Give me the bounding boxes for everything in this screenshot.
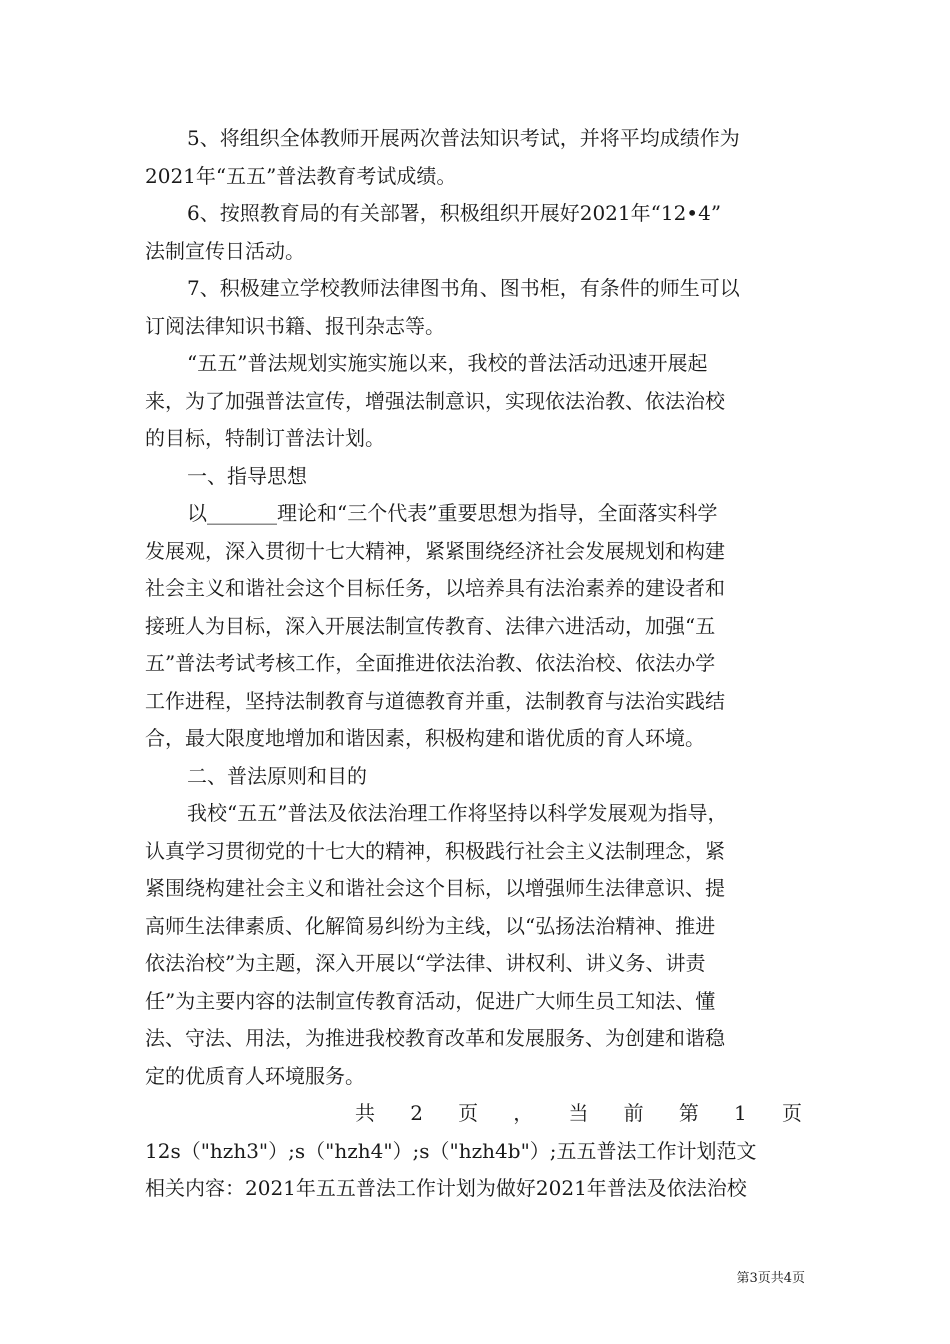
paragraph-line: 来，为了加强普法宣传，增强法制意识，实现依法治教、依法治校: [145, 388, 725, 413]
paragraph-line: 定的优质育人环境服务。: [145, 1063, 365, 1088]
page-indicator-token: 页: [781, 1101, 802, 1125]
paragraph-line: 2021年“五五”普法教育考试成绩。: [145, 163, 457, 188]
paragraph-line: 五”普法考试考核工作，全面推进依法治教、依法治校、依法办学: [145, 651, 716, 675]
page-indicator-token: 共: [355, 1101, 375, 1125]
paragraph-line: 依法治校”为主题，深入开展以“学法律、讲权利、讲义务、讲责: [145, 951, 706, 975]
document-body: [145, 120, 810, 1208]
paragraph-line: 6、按照教育局的有关部署，积极组织开展好2021年“12•4”: [187, 201, 722, 225]
paragraph-line: 工作进程，坚持法制教育与道德教育并重，法制教育与法治实践结: [145, 688, 725, 713]
page-indicator-token: ，: [513, 1101, 534, 1125]
paragraph-line: 认真学习贯彻党的十七大的精神，积极践行社会主义法制理念，紧: [145, 838, 725, 863]
paragraph-line: 我校“五五”普法及依法治理工作将坚持以科学发展观为指导，: [187, 801, 728, 825]
page-footer: 第3页共4页: [736, 1271, 805, 1286]
paragraph-line: 7、积极建立学校教师法律图书角、图书柜，有条件的师生可以: [187, 276, 740, 300]
page-indicator-token: 2: [410, 1101, 423, 1125]
paragraph-line: 合，最大限度地增加和谐因素，积极构建和谐优质的育人环境。: [145, 726, 705, 750]
page-indicator-line: [145, 1095, 810, 1133]
tail-line: 相关内容：2021年五五普法工作计划为做好2021年普法及依法治校: [145, 1176, 747, 1200]
page-indicator-token: 第: [678, 1101, 699, 1125]
page-indicator-token: 页: [458, 1101, 479, 1125]
paragraph-line: 法、守法、用法，为推进我校教育改革和发展服务、为创建和谐稳: [145, 1026, 725, 1050]
page-indicator-token: 前: [623, 1101, 644, 1125]
paragraph-line: 以_______理论和“三个代表”重要思想为指导，全面落实科学: [187, 501, 718, 525]
paragraph-line: 发展观，深入贯彻十七大精神，紧紧围绕经济社会发展规划和构建: [145, 538, 725, 563]
section-heading: 二、普法原则和目的: [187, 763, 367, 788]
paragraph-line: 接班人为目标，深入开展法制宣传教育、法律六进活动，加强“五: [145, 613, 716, 638]
tail-line: 12s（"hzh3"）;s（"hzh4"）;s（"hzh4b"）;五五普法工作计划范文: [145, 1138, 757, 1163]
paragraph-line: 紧围绕构建社会主义和谐社会这个目标，以增强师生法律意识、提: [145, 876, 725, 900]
paragraph-line: 任”为主要内容的法制宣传教育活动，促进广大师生员工知法、懂: [145, 988, 716, 1013]
paragraph-line: 5、将组织全体教师开展两次普法知识考试，并将平均成绩作为: [187, 126, 740, 150]
paragraph-line: 社会主义和谐社会这个目标任务，以培养具有法治素养的建设者和: [145, 576, 725, 600]
paragraph-line: 订阅法律知识书籍、报刊杂志等。: [145, 313, 445, 338]
paragraph-line: 高师生法律素质、化解简易纠纷为主线，以“弘扬法治精神、推进: [145, 913, 716, 938]
page-indicator-token: 当: [568, 1101, 589, 1125]
section-heading: 一、指导思想: [187, 463, 307, 488]
paragraph-line: 的目标，特制订普法计划。: [145, 426, 385, 450]
page-indicator-token: 1: [734, 1101, 747, 1125]
paragraph-line: “五五”普法规划实施实施以来，我校的普法活动迅速开展起: [187, 351, 708, 375]
paragraph-line: 法制宣传日活动。: [145, 238, 305, 263]
